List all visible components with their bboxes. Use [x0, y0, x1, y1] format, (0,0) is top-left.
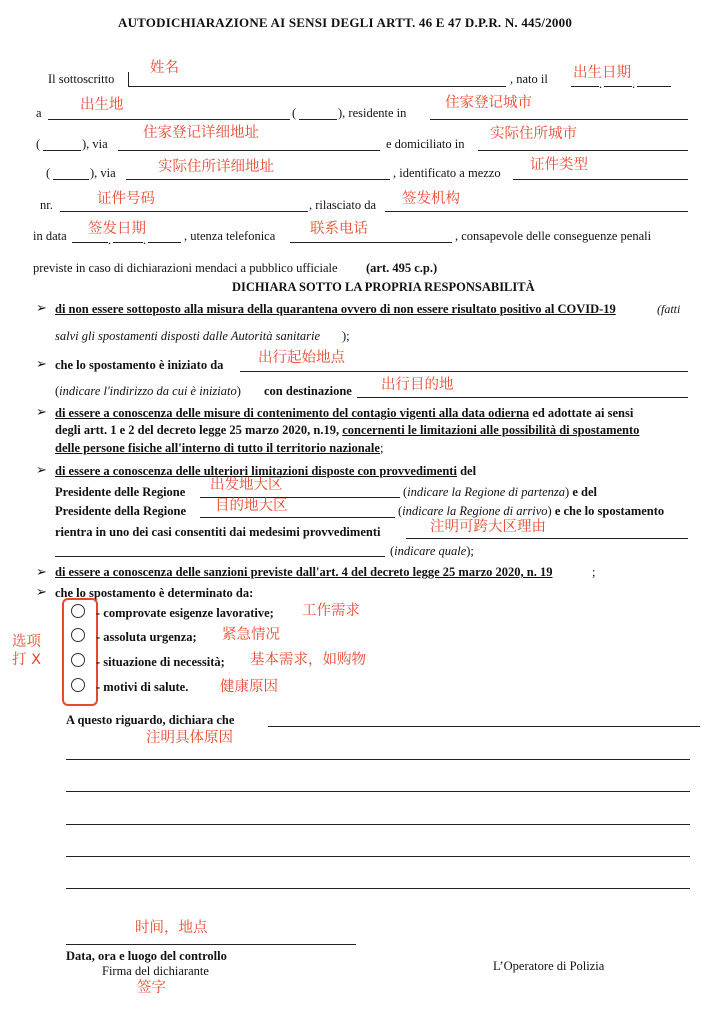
- annotation-departure-region: 出发地大区: [210, 477, 283, 493]
- bullet-arrow-icon: ➢: [36, 564, 47, 579]
- birth-province-field[interactable]: [299, 119, 337, 120]
- reason-line-5[interactable]: [66, 856, 690, 857]
- bullet-arrow-icon: ➢: [36, 356, 47, 371]
- reason-line-6[interactable]: [66, 888, 690, 889]
- paren: (: [292, 106, 297, 120]
- document-title: AUTODICHIARAZIONE AI SENSI DEGLI ARTT. 46 E 47 D.P.R. N. 445/2000: [118, 15, 573, 30]
- domicile-province-field[interactable]: [53, 179, 89, 180]
- annotation-birth-place: 出生地: [80, 97, 124, 113]
- label-firma: Firma del dichiarante: [102, 964, 209, 978]
- annotation-urgent: 紧急情况: [222, 627, 280, 643]
- annotation-signature: 签字: [137, 980, 166, 996]
- destination-field[interactable]: [357, 397, 688, 398]
- item1-text: di non essere sottoposto alla misura della quarantena ovvero di non essere risultato positivo al COVID-19: [55, 302, 616, 316]
- birth-day-field[interactable]: [571, 86, 599, 87]
- annotation-health: 健康原因: [220, 679, 278, 695]
- residence-address-field[interactable]: [118, 150, 380, 151]
- item6-text: che lo spostamento è determinato da:: [55, 586, 254, 600]
- annotation-start-place: 出行起始地点: [258, 350, 345, 366]
- annotation-necessity: 基本需求，如购物: [250, 652, 366, 668]
- annotation-domicile-city: 实际住所城市: [490, 126, 577, 142]
- annotation-cross-region-reason: 注明可跨大区理由: [430, 519, 546, 535]
- label-sottoscritto: Il sottoscritto: [48, 72, 115, 86]
- label-nr: nr.: [40, 198, 53, 212]
- label-via-1: ), via: [82, 137, 108, 151]
- residence-province-field[interactable]: [43, 150, 81, 151]
- name-field[interactable]: [128, 86, 506, 87]
- bullet-arrow-icon: ➢: [36, 404, 47, 419]
- domicile-address-field[interactable]: [126, 179, 390, 180]
- item1-italic-start: (fatti: [657, 302, 681, 316]
- residence-city-field[interactable]: [430, 119, 688, 120]
- item4-quale: indicare quale: [394, 544, 467, 558]
- arrival-region-field[interactable]: [200, 517, 395, 518]
- annotation-time-place: 时间，地点: [135, 920, 208, 936]
- start-place-field[interactable]: [240, 371, 688, 372]
- item4-partenza: indicare la Regione di partenza: [407, 485, 566, 499]
- reason-line-1[interactable]: [268, 726, 700, 727]
- label-identificato: , identificato a mezzo: [393, 166, 501, 180]
- annotation-residence-city: 住家登记城市: [445, 95, 532, 111]
- annotation-id-number: 证件号码: [97, 191, 155, 207]
- label-art495: (art. 495 c.p.): [366, 261, 438, 275]
- birth-year-field[interactable]: [637, 86, 671, 87]
- label-domiciliato: e domiciliato in: [386, 137, 465, 151]
- bullet-arrow-icon: ➢: [36, 584, 47, 599]
- annotation-issue-date: 签发日期: [88, 221, 146, 237]
- cross-region-reason-field[interactable]: [406, 538, 688, 539]
- annotation-work: 工作需求: [302, 603, 360, 619]
- item3-line1: di essere a conoscenza delle misure di contenimento del contagio vigenti alla data odierna: [55, 406, 530, 420]
- radio-urgent[interactable]: [71, 628, 85, 642]
- item4-edel: e del: [572, 485, 597, 499]
- birth-month-field[interactable]: [604, 86, 632, 87]
- label-consapevole: , consapevole delle conseguenze penali: [455, 229, 652, 243]
- label-operatore: L’Operatore di Polizia: [493, 959, 605, 973]
- label-rilasciato: , rilasciato da: [309, 198, 376, 212]
- id-type-field[interactable]: [513, 179, 688, 180]
- label-nato-il: , nato il: [510, 72, 548, 86]
- bullet-arrow-icon: ➢: [36, 300, 47, 315]
- reason-line-3[interactable]: [66, 791, 690, 792]
- label-data-ora: Data, ora e luogo del controllo: [66, 949, 227, 963]
- section-heading: DICHIARA SOTTO LA PROPRIA RESPONSABILITÀ: [232, 280, 535, 294]
- label-a: a: [36, 106, 42, 120]
- annotation-residence-address: 住家登记详细地址: [143, 125, 259, 141]
- option-work: - comprovate esigenze lavorative;: [96, 606, 274, 620]
- annotation-arrival-region: 目的地大区: [215, 498, 288, 514]
- bullet-arrow-icon: ➢: [36, 462, 47, 477]
- item1-end: );: [342, 329, 350, 343]
- issue-month-field[interactable]: [113, 242, 143, 243]
- radio-work[interactable]: [71, 604, 85, 618]
- cross-region-reason-field-2[interactable]: [55, 556, 385, 557]
- label-previste: previste in caso di dichiarazioni mendaci a pubblico ufficiale: [33, 261, 338, 275]
- date-place-field[interactable]: [66, 944, 356, 945]
- item2-start: che lo spostamento è iniziato da: [55, 358, 224, 372]
- item1-italic: salvi gli spostamenti disposti dalle Autorità sanitarie: [55, 329, 321, 343]
- reason-line-4[interactable]: [66, 824, 690, 825]
- paren: (: [46, 166, 51, 180]
- item4-rientra: rientra in uno dei casi consentiti dai medesimi provvedimenti: [55, 525, 381, 539]
- item3-line2b: concernenti le limitazioni alle possibilità di spostamento: [342, 423, 640, 437]
- issue-day-field[interactable]: [72, 242, 108, 243]
- id-number-field[interactable]: [60, 211, 308, 212]
- radio-necessity[interactable]: [71, 653, 85, 667]
- annotation-issuer: 签发机构: [402, 191, 460, 207]
- item2-destinazione: con destinazione: [264, 384, 352, 398]
- domicile-city-field[interactable]: [478, 150, 688, 151]
- issue-year-field[interactable]: [148, 242, 181, 243]
- item5-text: di essere a conoscenza delle sanzioni previste dall'art. 4 del decreto legge 25 marzo 2020, n. 19: [55, 565, 553, 579]
- annotation-destination: 出行目的地: [381, 377, 454, 393]
- annotation-phone: 联系电话: [310, 221, 368, 237]
- paren: (: [36, 137, 41, 151]
- item4-line1a: di essere a conoscenza delle ulteriori limitazioni disposte con provvedimenti: [55, 464, 457, 478]
- item4-presidente2: Presidente della Regione: [55, 504, 186, 518]
- label-via-2: ), via: [90, 166, 116, 180]
- annotation-birth-date: 出生日期: [573, 65, 631, 81]
- item4-spostamento: e che lo spostamento: [554, 504, 665, 518]
- item2-indicate: indicare l'indirizzo da cui è iniziato: [59, 384, 237, 398]
- label-riguardo: A questo riguardo, dichiara che: [66, 713, 235, 727]
- birth-place-field[interactable]: [48, 119, 290, 120]
- label-utenza: , utenza telefonica: [184, 229, 276, 243]
- item3-line2a: degli artt. 1 e 2 del decreto legge 25 marzo 2020, n.19,: [55, 423, 340, 437]
- item3-line3: delle persone fisiche all'interno di tutto il territorio nazionale: [55, 441, 380, 455]
- issuer-field[interactable]: [385, 211, 688, 212]
- radio-health[interactable]: [71, 678, 85, 692]
- annotation-specific-reason: 注明具体原因: [146, 730, 233, 746]
- option-urgent: - assoluta urgenza;: [96, 630, 197, 644]
- text-cursor: [128, 72, 129, 86]
- annotation-select-x: 选项 打 X: [12, 634, 42, 668]
- label-in-data: in data: [33, 229, 67, 243]
- annotation-domicile-address: 实际住所详细地址: [158, 159, 274, 175]
- reason-line-2[interactable]: [66, 759, 690, 760]
- item4-line1b: del: [460, 464, 477, 478]
- item4-arrivo: indicare la Regione di arrivo: [402, 504, 548, 518]
- option-health: - motivi di salute.: [96, 680, 189, 694]
- item4-presidente1: Presidente delle Regione: [55, 485, 186, 499]
- annotation-name: 姓名: [150, 60, 179, 76]
- annotation-id-type: 证件类型: [530, 157, 588, 173]
- item3-line1b: ed adottate ai sensi: [532, 406, 634, 420]
- phone-field[interactable]: [290, 242, 452, 243]
- option-necessity: - situazione di necessità;: [96, 655, 225, 669]
- label-residente: ), residente in: [338, 106, 407, 120]
